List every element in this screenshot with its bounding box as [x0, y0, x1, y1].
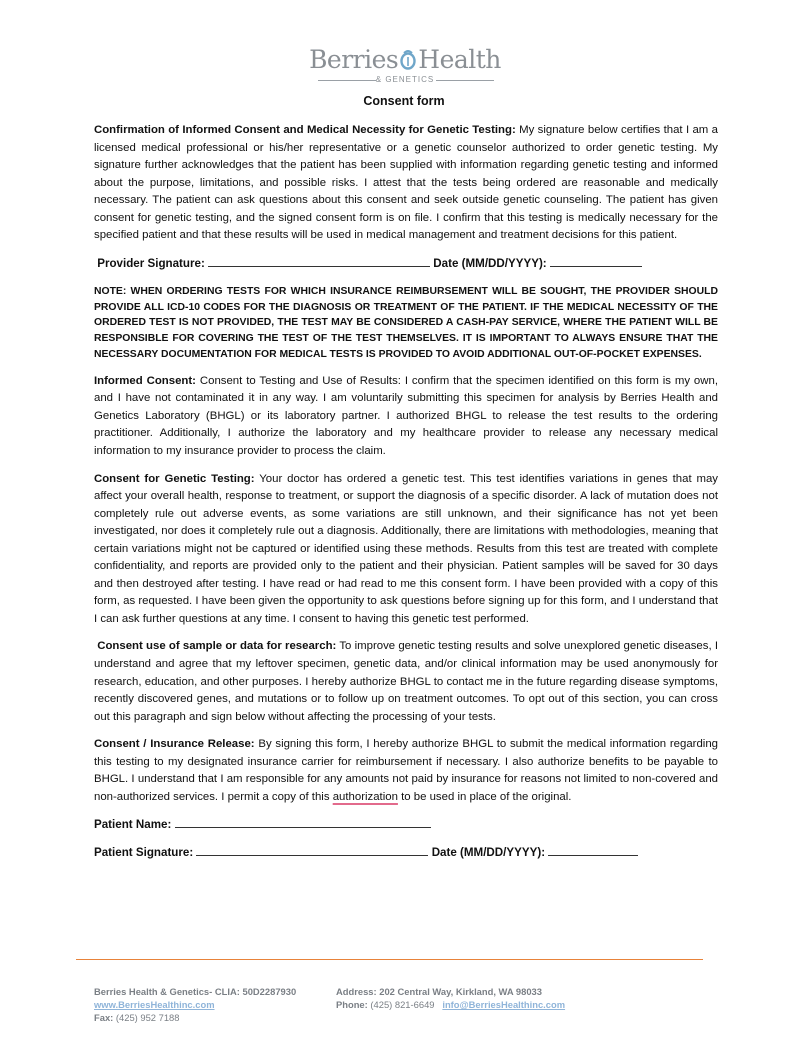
informed-consent-heading: Informed Consent: — [94, 374, 196, 387]
patient-date-field[interactable] — [548, 846, 638, 856]
patient-signature-field[interactable] — [196, 846, 428, 856]
page-title: Consent form — [363, 94, 445, 108]
insurance-release-paragraph — [94, 736, 718, 806]
footer-row-3 — [94, 1011, 714, 1024]
research-heading: Consent use of sample or data for research: — [97, 640, 337, 653]
footer-address: 202 Central Way, Kirkland, WA 98033 — [379, 986, 542, 997]
medical-necessity-body: My signature below certifies that I am a licensed medical professional or his/her representative or a genetic counselor authorized to order genetic testing. My signature further acknowledges that the patient has been supplied with information regarding genetic testing and informed about the purpose, limitations, and possible risks. I attest that the tests being ordered are reasonable and medically necessary. The patient can ask questions about this consent and seek outside genetic counseling. The patient has given consent for genetic testing, and the signed consent form is on file. I confirm that this testing is medically necessary for the specified patient and that these results will be used in medical management and treatment decisions for this patient. — [94, 124, 718, 242]
medical-necessity-heading: Confirmation of Informed Consent and Medical Necessity for Genetic Testing: — [94, 124, 516, 136]
insurance-release-heading: Consent / Insurance Release: — [94, 738, 255, 751]
footer-fax-label: Fax: — [94, 1012, 114, 1023]
berry-leaf-icon — [398, 49, 418, 71]
logo — [300, 46, 510, 86]
logo-text — [300, 46, 510, 74]
form-content — [94, 122, 718, 862]
insurance-release-tail: to be used in place of the original. — [397, 790, 572, 803]
logo-divider-right — [436, 80, 494, 81]
footer-address-group — [336, 985, 542, 998]
insurance-release-body: By signing this form, I hereby authorize BHGL to submit the medical information regarding this testing to my designated insurance carrier for reimbursement if necessary. I also authorize benefits to be payable to BHGL. I understand that I am responsible for any amounts not paid by insurance for reasons not limited to non-covered and non-authorized services. I permit a copy of this — [94, 738, 719, 803]
authorization-word: authorization — [332, 790, 398, 803]
logo-divider-left — [318, 80, 376, 81]
footer-company: Berries Health & Genetics- CLIA: 50D2287930 — [94, 986, 297, 997]
footer-address-label: Address: — [336, 986, 377, 997]
logo-sub-text: & GENETICS — [375, 75, 435, 84]
research-body: To improve genetic testing results and solve unexplored genetic diseases, I understand and agree that my leftover specimen, genetic data, and/or clinical information may be used anonymously for research, education, and other purposes. I hereby authorize BHGL to contact me in the future regarding disease symptoms, recently discovered genes, and mutations or to follow up on treatment outcomes. To opt out of this section, you can cross out this paragraph and sign below without affecting the processing of your tests. — [94, 640, 718, 723]
insurance-note: NOTE: WHEN ORDERING TESTS FOR WHICH INSURANCE REIMBURSEMENT WILL BE SOUGHT, THE PROVIDER SHOULD PROVIDE ALL ICD-10 CODES FOR THE DIAGNOSIS OR TREATMENT OF THE PATIENT. IF THE MEDICAL NECESSITY OF THE ORDERED TEST IS NOT PROVIDED, THE TEST MAY BE CONSIDERED A CASH-PAY SERVICE, WHERE THE PATIENT WILL BE RESPONSIBLE FOR COVERING THE TEST OF THE TEST THEMSELVES. IT IS IMPORTANT TO ALWAYS ENSURE THAT THE NECESSARY DOCUMENTATION FOR MEDICAL TESTS IS PROVIDED TO AVOID ADDITIONAL OUT-OF-POCKET EXPENSES. — [94, 285, 718, 361]
patient-name-label: Patient Name: — [94, 818, 172, 832]
provider-signature-label: Provider Signature: — [97, 256, 205, 270]
patient-signature-row — [94, 844, 718, 862]
provider-date-label: Date (MM/DD/YYYY): — [433, 256, 547, 270]
provider-signature-row — [94, 255, 718, 273]
provider-signature-field[interactable] — [208, 257, 430, 267]
provider-date-field[interactable] — [550, 257, 642, 267]
footer-phone-group — [336, 998, 565, 1011]
medical-necessity-paragraph — [94, 122, 718, 245]
footer — [94, 985, 714, 1024]
patient-name-field[interactable] — [175, 818, 431, 828]
logo-left-text: Berries — [309, 45, 399, 74]
logo-right-text: Health — [418, 45, 501, 74]
footer-website-link[interactable]: www.BerriesHealthinc.com — [94, 999, 215, 1010]
genetic-testing-paragraph — [94, 471, 718, 629]
footer-phone-label: Phone: — [336, 999, 368, 1010]
footer-divider — [76, 959, 703, 960]
footer-phone: (425) 821-6649 — [370, 999, 435, 1010]
informed-consent-paragraph — [94, 373, 718, 461]
patient-date-label: Date (MM/DD/YYYY): — [431, 846, 546, 860]
footer-email-link[interactable]: info@BerriesHealthinc.com — [442, 999, 566, 1010]
patient-signature-label: Patient Signature: — [94, 846, 194, 860]
research-paragraph — [94, 638, 718, 726]
footer-fax: (425) 952 7188 — [115, 1012, 180, 1023]
informed-consent-body: Consent to Testing and Use of Results: I confirm that the specimen identified on this form is my own, and I have not contaminated it in any way. I am voluntarily submitting this specimen for analysis by Berries Health and Genetics Laboratory (BHGL) or its laboratory partner. I authorized BHGL to release the test results to the ordering practitioner. Additionally, I authorize the laboratory and my healthcare provider to release any necessary medical information to my insurance provider to process the claim. — [94, 374, 718, 457]
patient-name-row — [94, 816, 718, 834]
genetic-testing-heading: Consent for Genetic Testing: — [94, 472, 255, 485]
logo-subtitle — [300, 74, 510, 86]
genetic-testing-body: Your doctor has ordered a genetic test. This test identifies variations in genes that may affect your overall health, response to treatment, or support the diagnosis of a specific disorder. A lack of mutation does not completely rule out adverse events, as some variations are still unknown, and their significance has not yet been investigated, nor does it completely rule out a diagnosis. Additionally, there are limitations with methodologies, meaning that certain variations might not be captured or identified using these methods. Results from this test are treated with complete confidentiality, and reports are provided only to the patient and their physician. Patient samples will be saved for 30 days and then destroyed after testing. I have read or had read to me this consent form. I have been provided with a copy of this form, as requested. I have been given the opportunity to ask questions before signing up for this form, and I understand that I can ask further questions at any time. I consent to having this genetic test performed. — [94, 472, 718, 625]
footer-row-2 — [94, 998, 714, 1011]
footer-row-1 — [94, 985, 714, 998]
